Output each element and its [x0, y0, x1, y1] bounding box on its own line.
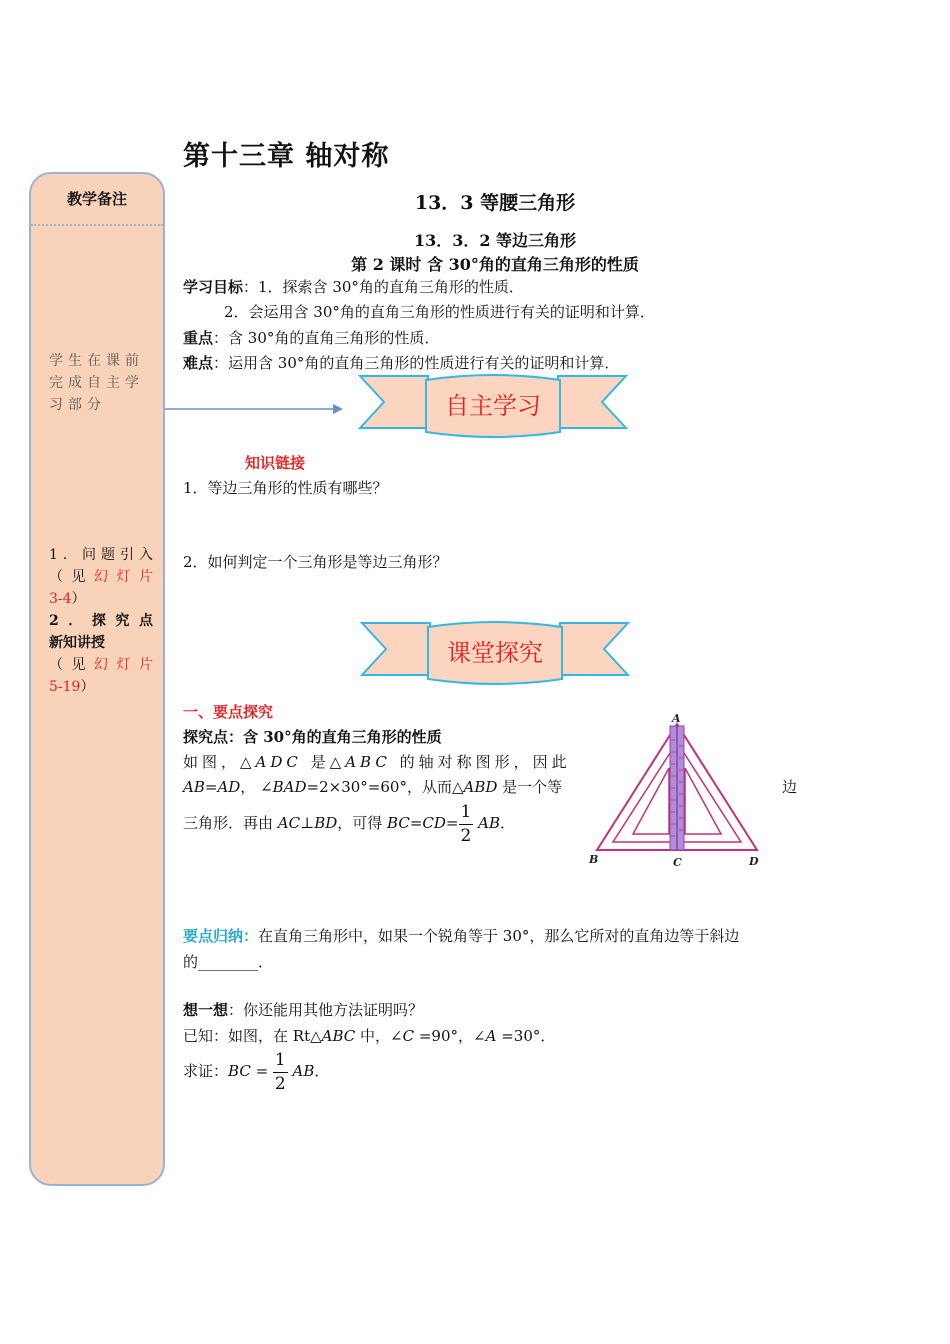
summary-line2: 的________．	[183, 953, 274, 971]
explore-line3: 三角形．再由 AC⊥BD，可得 BC=CD= $\frac{1}{2}$ AB．	[183, 801, 515, 846]
class-explore-banner	[360, 621, 630, 687]
step2-title: 2．探究点	[49, 613, 153, 629]
section-title: 13．3 等腰三角形	[414, 192, 576, 214]
part1-heading: 一、要点探究	[183, 703, 274, 721]
label-A: A	[672, 712, 681, 725]
fraction-half-2: $\frac{1}{2}$	[274, 1049, 286, 1094]
banner1-label: 自主学习	[445, 392, 541, 420]
key-point: 重点：含 30°角的直角三角形的性质．	[183, 329, 440, 347]
chapter-title: 第十三章 轴对称	[183, 141, 390, 172]
arrow-icon	[165, 400, 350, 420]
sidebar-note: 学生在课前完成自主学习部分	[49, 353, 144, 413]
question-2: 2．如何判定一个三角形是等边三角形？	[183, 553, 448, 571]
subsection-title: 13．3．2 等边三角形	[413, 231, 577, 250]
objectives-line1: 学习目标：1．探索含 30°角的直角三角形的性质．	[183, 278, 524, 296]
question-1: 1．等边三角形的性质有哪些？	[183, 479, 388, 497]
difficulty: 难点：运用含 30°角的直角三角形的性质进行有关的证明和计算．	[183, 354, 620, 372]
step1-title: 1．问题引入	[49, 547, 153, 563]
explore-line1: 如图，△ADC 是△ABC 的轴对称图形，因此	[183, 753, 571, 771]
given-line: 已知：如图，在 Rt△ABC 中，∠C =90°，∠A =30°．	[183, 1027, 556, 1045]
knowledge-link: 知识链接	[245, 454, 306, 472]
step1-ref: （见幻灯片	[49, 569, 153, 585]
self-study-banner	[358, 374, 628, 440]
step2-slides: 5-19）	[49, 679, 95, 695]
lesson-title: 第 2 课时 含 30°角的直角三角形的性质	[351, 255, 639, 274]
sidebar-divider	[31, 224, 163, 226]
banner2-label: 课堂探究	[447, 639, 543, 667]
prove-line: 求证：BC = $\frac{1}{2}$ AB．	[183, 1049, 330, 1094]
sidebar-steps	[49, 544, 153, 698]
triangle-figure	[585, 710, 770, 872]
label-B: B	[589, 853, 599, 866]
fraction-half: $\frac{1}{2}$	[460, 801, 472, 846]
step2-subtitle: 新知讲授	[49, 635, 105, 651]
label-D: D	[749, 855, 759, 868]
think-line: 想一想：你还能用其他方法证明吗？	[183, 1001, 424, 1019]
label-C: C	[673, 856, 682, 869]
step2-ref: （见幻灯片	[49, 657, 153, 673]
teaching-notes-sidebar	[29, 172, 165, 1186]
summary-line1: 要点归纳：在直角三角形中，如果一个锐角等于 30°，那么它所对的直角边等于斜边	[183, 927, 740, 945]
objectives-line2: 2．会运用含 30°角的直角三角形的性质进行有关的证明和计算．	[224, 303, 655, 321]
explore-line2: AB=AD， ∠BAD=2×30°=60°，从而△ABD 是一个等	[183, 778, 563, 796]
step1-slides: 3-4）	[49, 591, 86, 607]
explore-line2-tail: 边	[782, 778, 798, 796]
sidebar-title: 教学备注	[66, 190, 127, 208]
explore-label: 探究点：含 30°角的直角三角形的性质	[183, 728, 442, 746]
